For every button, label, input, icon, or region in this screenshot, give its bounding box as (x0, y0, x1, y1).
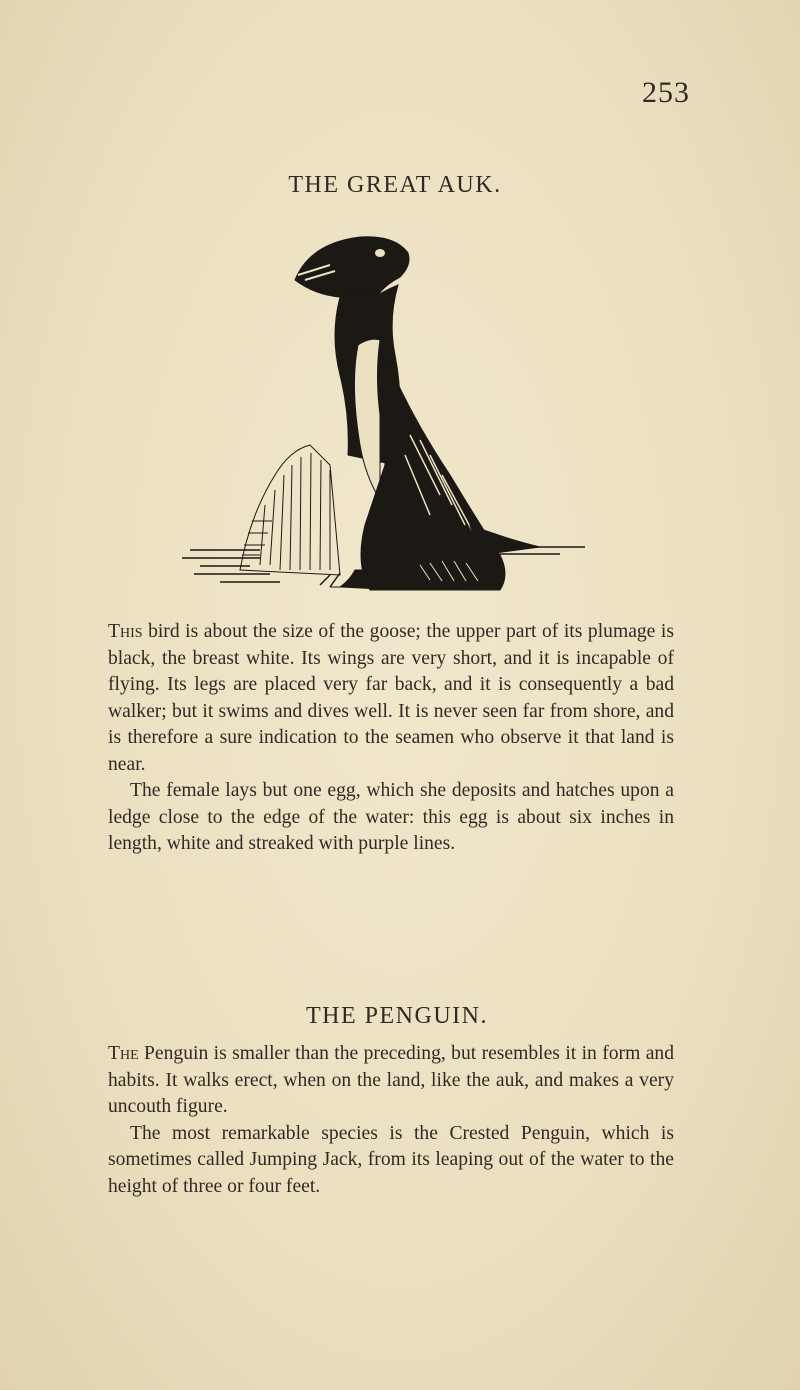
paragraph-text: The female lays but one egg, which she deposits and hatches upon a ledge close to the edge of the water: this egg is about six inches in length, white and streaked with purple lines. (108, 780, 674, 854)
section-title-penguin: THE PENGUIN. (306, 1003, 488, 1029)
paragraph-lead: This (108, 621, 143, 642)
paragraph-text: Penguin is smaller than the preceding, but resembles it in form and habits. It walks erect, when on the land, like the auk, and makes a very uncouth figure. (108, 1043, 674, 1117)
paragraph (108, 1121, 674, 1201)
paragraph (108, 1041, 674, 1121)
section-title-great-auk: THE GREAT AUK. (288, 172, 502, 198)
paragraph (108, 778, 674, 858)
paragraph-lead: The (108, 1043, 139, 1064)
paragraph-text: The most remarkable species is the Crested Penguin, which is sometimes called Jumping Jack, from its leaping out of the water to the height of three or four feet. (108, 1122, 674, 1197)
great-auk-illustration (180, 225, 600, 605)
great-auk-text (108, 619, 674, 858)
rock-left (240, 445, 340, 575)
page-number: 253 (642, 76, 690, 109)
penguin-text (108, 1041, 674, 1200)
paragraph-text: bird is about the size of the goose; the upper part of its plumage is black, the breast white. Its wings are very short, and it is incapable of flying. Its legs are placed very far back, and it is consequently a bad walker; but it swims and dives well. It is never seen far from shore, and is therefore a sure indication to the seamen who observe it that land is near. (108, 621, 674, 775)
auk-body (295, 237, 540, 590)
paragraph (108, 619, 674, 778)
